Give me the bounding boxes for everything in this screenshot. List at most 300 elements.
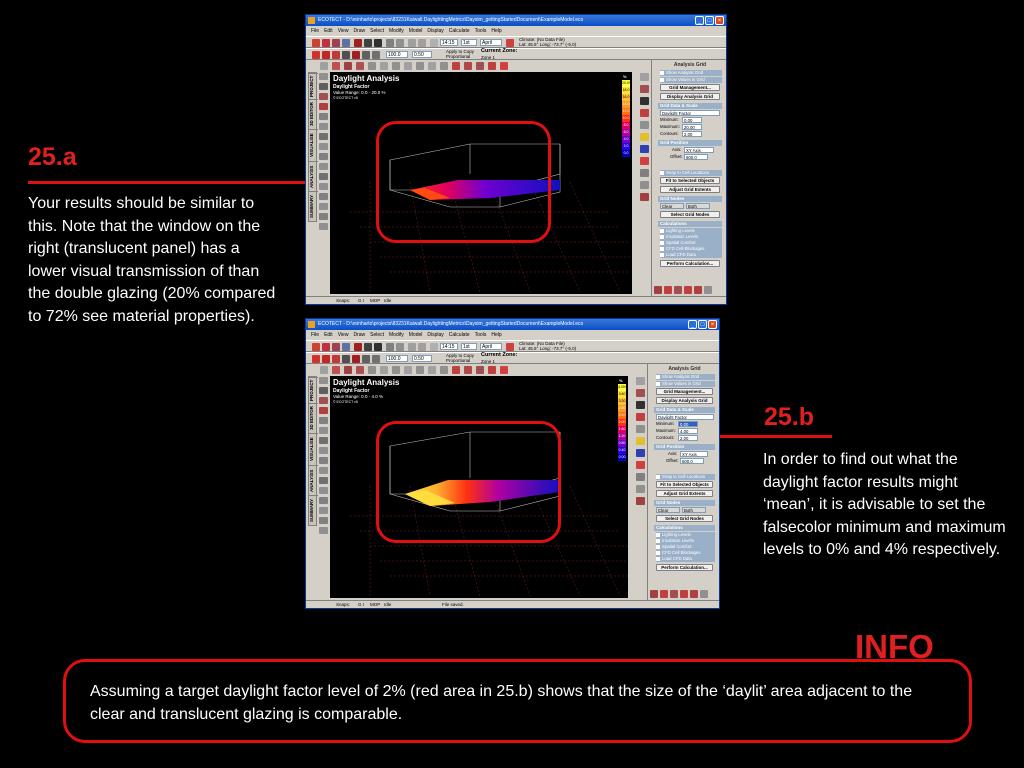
pointer-icon[interactable] bbox=[320, 366, 328, 374]
status-mop: MOP bbox=[370, 298, 381, 303]
menu-file[interactable]: File bbox=[311, 28, 320, 34]
status-gi: G I bbox=[358, 602, 365, 607]
align-tool-icon[interactable] bbox=[319, 133, 328, 140]
app-icon bbox=[308, 321, 315, 328]
app-icon bbox=[308, 17, 315, 24]
zoom-tool-icon[interactable] bbox=[319, 377, 328, 384]
speaker-icon[interactable] bbox=[428, 62, 436, 70]
menu-select[interactable]: Select bbox=[370, 28, 385, 34]
maximize-button[interactable]: □ bbox=[698, 320, 707, 329]
calc-load-cfd[interactable]: Load CFD Data bbox=[656, 556, 715, 562]
redo-icon[interactable] bbox=[418, 39, 426, 47]
bottom-icon-2[interactable] bbox=[660, 590, 668, 598]
perform-calculation-button[interactable]: Perform Calculation... bbox=[660, 260, 720, 267]
calculations-header: Calculations bbox=[654, 525, 715, 531]
flip-icon[interactable] bbox=[362, 355, 370, 363]
status-gi: G I bbox=[358, 298, 365, 303]
menu-display[interactable]: Display bbox=[427, 332, 444, 338]
climate-label: Climate: (No Data File) bbox=[519, 37, 565, 42]
nodes-both[interactable]: Both bbox=[686, 203, 710, 209]
tab-analysis[interactable]: ANALYSIS bbox=[309, 161, 318, 191]
toolbar-top bbox=[306, 36, 726, 48]
array-tool-icon[interactable] bbox=[319, 213, 328, 220]
month-select[interactable]: April bbox=[480, 39, 502, 46]
scale-1: 3.60 bbox=[618, 392, 626, 396]
calc-cfd-blockages[interactable]: CFD Cell Blockages bbox=[656, 550, 715, 556]
snap-tool-icon[interactable] bbox=[319, 417, 328, 424]
menu-calculate[interactable]: Calculate bbox=[448, 332, 470, 338]
light-icon[interactable] bbox=[404, 62, 412, 70]
line-icon[interactable] bbox=[332, 355, 340, 363]
measure-tool-icon[interactable] bbox=[319, 123, 328, 130]
min-input[interactable]: 0.00 bbox=[682, 117, 702, 123]
node-tool-icon[interactable] bbox=[319, 103, 328, 110]
panel-pointer-icon[interactable] bbox=[636, 377, 645, 385]
door-icon[interactable] bbox=[368, 366, 376, 374]
wall-icon[interactable] bbox=[396, 39, 404, 47]
max-label: Maximum: bbox=[656, 428, 676, 433]
scale-6: 8.0 bbox=[623, 123, 629, 127]
panel-grid-icon[interactable] bbox=[640, 145, 649, 153]
data-select[interactable]: Daylight Factor bbox=[660, 110, 720, 116]
latlon-label: Lat: 45.5° Long: -73.7° (-5.0) bbox=[519, 42, 577, 47]
data-select[interactable]: Daylight Factor bbox=[656, 414, 714, 420]
node-icon[interactable] bbox=[440, 62, 448, 70]
scale-10: 0.00 bbox=[618, 455, 626, 459]
status-file-saved: File saved. bbox=[442, 602, 464, 607]
explode-tool-icon[interactable] bbox=[319, 487, 328, 494]
select-icon[interactable] bbox=[312, 51, 320, 59]
bottom-icon-3[interactable] bbox=[674, 286, 682, 294]
scale-1: 18.0 bbox=[622, 88, 630, 92]
mirror-icon[interactable] bbox=[372, 51, 380, 59]
bottom-icon-3[interactable] bbox=[670, 590, 678, 598]
panel-shading-icon[interactable] bbox=[636, 461, 645, 469]
redo-icon[interactable] bbox=[418, 343, 426, 351]
scale-3: 14.0 bbox=[622, 102, 630, 106]
panel-chart-icon[interactable] bbox=[640, 169, 649, 177]
tab-3d-editor[interactable]: 3D EDITOR bbox=[309, 99, 318, 129]
shade-icon[interactable] bbox=[386, 343, 394, 351]
show-values-check[interactable]: Show Values in Grid bbox=[656, 381, 715, 387]
menu-file[interactable]: File bbox=[311, 332, 320, 338]
flip-icon[interactable] bbox=[362, 51, 370, 59]
plane-icon[interactable] bbox=[342, 51, 350, 59]
scale-10: 0.0 bbox=[623, 151, 629, 155]
menu-display[interactable]: Display bbox=[427, 28, 444, 34]
callout-oval-25a bbox=[376, 121, 551, 243]
text-25b: In order to find out what the daylight factor results might ‘mean’, it is advisable to set the falsecolor minimum and maximum levels to 0% and 4% respectively. bbox=[763, 451, 1006, 559]
menu-draw[interactable]: Draw bbox=[353, 332, 366, 338]
menu-modify[interactable]: Modify bbox=[389, 28, 404, 34]
camera-icon[interactable] bbox=[364, 343, 372, 351]
display-analysis-grid-button[interactable]: Display Analysis Grid bbox=[660, 93, 720, 100]
min-input[interactable]: 0.00 bbox=[678, 421, 698, 427]
offset-input[interactable]: 600.0 bbox=[684, 154, 708, 160]
move-tool-icon[interactable] bbox=[319, 447, 328, 454]
status-bar bbox=[306, 296, 726, 304]
text-25a: Your results should be similar to this. Note that the window on the right (translucent panel) has a lower visual transmission of than the double glazing (20% compared to 72% see material properties). bbox=[28, 195, 276, 325]
toolbar-top bbox=[306, 340, 719, 352]
grid-management-button[interactable]: Grid Management... bbox=[656, 388, 713, 395]
credit-label: © ECOTECT v5 bbox=[333, 96, 358, 100]
close-button[interactable]: × bbox=[708, 320, 717, 329]
select-icon[interactable] bbox=[312, 355, 320, 363]
menu-tools[interactable]: Tools bbox=[474, 332, 487, 338]
zoom-field[interactable]: 100.0 bbox=[386, 355, 408, 362]
panel-report-icon[interactable] bbox=[636, 497, 645, 505]
point-icon[interactable] bbox=[322, 355, 330, 363]
grid-data-header: Grid Data & Scale bbox=[654, 407, 715, 413]
apply-to-copy-label[interactable]: Apply to Copy bbox=[446, 49, 475, 54]
bottom-icon-1[interactable] bbox=[650, 590, 658, 598]
line-tool-icon[interactable] bbox=[332, 62, 340, 70]
menu-select[interactable]: Select bbox=[370, 332, 385, 338]
close-button[interactable]: × bbox=[715, 16, 724, 25]
rotate-icon[interactable] bbox=[352, 51, 360, 59]
nodes-clear[interactable]: Clear bbox=[660, 203, 684, 209]
panel-chart-icon[interactable] bbox=[636, 473, 645, 481]
panel-export-icon[interactable] bbox=[636, 485, 645, 493]
roof-icon[interactable] bbox=[392, 366, 400, 374]
shade-tool-icon[interactable] bbox=[488, 62, 496, 70]
proportional-label[interactable]: Proportional bbox=[446, 358, 471, 363]
camera-icon[interactable] bbox=[364, 39, 372, 47]
split-tool-icon[interactable] bbox=[319, 203, 328, 210]
panel-shading-icon[interactable] bbox=[640, 157, 649, 165]
select-nodes-button[interactable]: Select Grid Nodes bbox=[656, 515, 713, 522]
window-title-bar bbox=[306, 15, 726, 26]
contours-input[interactable]: 2.00 bbox=[682, 131, 702, 137]
calc-cfd-blockages[interactable]: CFD Cell Blockages bbox=[660, 246, 722, 252]
current-zone-value[interactable]: Zone 1 bbox=[481, 55, 496, 60]
axis-select[interactable]: XY Axis bbox=[684, 147, 714, 153]
scale-8: 0.80 bbox=[618, 441, 626, 445]
proportional-label[interactable]: Proportional bbox=[446, 54, 471, 59]
sphere-tool-icon[interactable] bbox=[319, 477, 328, 484]
zone-icon[interactable] bbox=[356, 366, 364, 374]
panel-light-icon[interactable] bbox=[636, 437, 645, 445]
menu-modify[interactable]: Modify bbox=[389, 332, 404, 338]
panel-eye-icon[interactable] bbox=[640, 121, 649, 129]
window-icon[interactable] bbox=[380, 366, 388, 374]
model-icon[interactable] bbox=[332, 39, 340, 47]
offset-label: Offset: bbox=[670, 154, 683, 159]
zone-icon[interactable] bbox=[356, 62, 364, 70]
max-input[interactable]: 4.00 bbox=[678, 428, 698, 434]
adjust-extents-button[interactable]: Adjust Grid Extents bbox=[656, 490, 713, 497]
help-icon[interactable] bbox=[430, 343, 438, 351]
metric-label: Daylight Factor bbox=[333, 84, 370, 90]
minimize-button[interactable]: _ bbox=[688, 320, 697, 329]
bottom-icon-5[interactable] bbox=[690, 590, 698, 598]
scale-unit: % bbox=[619, 378, 623, 383]
menu-help[interactable]: Help bbox=[491, 28, 502, 34]
appliance-icon[interactable] bbox=[416, 366, 424, 374]
menu-view[interactable]: View bbox=[337, 28, 349, 34]
save-icon[interactable] bbox=[322, 343, 330, 351]
maximize-button[interactable]: □ bbox=[705, 16, 714, 25]
appliance-icon[interactable] bbox=[416, 62, 424, 70]
fit-selected-button[interactable]: Fit to Selected Objects bbox=[656, 481, 713, 488]
show-grid-check[interactable]: Show Analysis Grid bbox=[656, 374, 715, 380]
bottom-icon-6[interactable] bbox=[700, 590, 708, 598]
edit-icon[interactable] bbox=[342, 39, 350, 47]
help-icon[interactable] bbox=[430, 39, 438, 47]
snap-tool-icon[interactable] bbox=[319, 113, 328, 120]
curve-tool-icon[interactable] bbox=[319, 223, 328, 230]
tab-analysis[interactable]: ANALYSIS bbox=[309, 465, 318, 495]
menu-model[interactable]: Model bbox=[408, 28, 423, 34]
menu-model[interactable]: Model bbox=[408, 332, 423, 338]
sun-icon[interactable] bbox=[374, 343, 382, 351]
panel-sun-icon[interactable] bbox=[636, 401, 645, 409]
max-input[interactable]: 20.00 bbox=[682, 124, 702, 130]
render-icon[interactable] bbox=[354, 343, 362, 351]
menu-edit[interactable]: Edit bbox=[324, 332, 333, 338]
max-label: Maximum: bbox=[660, 124, 680, 129]
tab-summary[interactable]: SUMMARY bbox=[309, 495, 318, 525]
status-snaps: Snaps: bbox=[336, 602, 351, 607]
align-tool-icon[interactable] bbox=[319, 437, 328, 444]
credit-label: © ECOTECT v5 bbox=[333, 400, 358, 404]
scale-tool-icon[interactable] bbox=[319, 153, 328, 160]
nodes-clear[interactable]: Clear bbox=[656, 507, 680, 513]
grid-icon[interactable] bbox=[476, 62, 484, 70]
zoom-field[interactable]: 100.0 bbox=[386, 51, 408, 58]
tab-project[interactable]: PROJECT bbox=[309, 377, 318, 403]
scale-6: 1.60 bbox=[618, 427, 626, 431]
edit-icon[interactable] bbox=[342, 343, 350, 351]
grid-icon[interactable] bbox=[476, 366, 484, 374]
rotate-icon[interactable] bbox=[352, 355, 360, 363]
axis-select[interactable]: XY Axis bbox=[680, 451, 708, 457]
menu-bar bbox=[306, 26, 726, 36]
scale-9: 2.0 bbox=[623, 144, 629, 148]
explode-tool-icon[interactable] bbox=[319, 183, 328, 190]
fit-selected-button[interactable]: Fit to Selected Objects bbox=[660, 177, 720, 184]
tab-3d-editor[interactable]: 3D EDITOR bbox=[309, 403, 318, 433]
tab-project[interactable]: PROJECT bbox=[309, 73, 318, 99]
line-tool-icon[interactable] bbox=[332, 366, 340, 374]
menu-draw[interactable]: Draw bbox=[353, 28, 366, 34]
info-title: INFO bbox=[855, 628, 934, 665]
window-icon[interactable] bbox=[380, 62, 388, 70]
bottom-icon-1[interactable] bbox=[654, 286, 662, 294]
tab-visualise[interactable]: VISUALISE bbox=[309, 433, 318, 465]
range-label: Value Range: 0.0 - 20.0 % bbox=[333, 90, 386, 95]
offset-field[interactable]: 0.50 bbox=[412, 51, 432, 58]
compass-icon[interactable] bbox=[506, 39, 514, 47]
month-select[interactable]: April bbox=[480, 343, 502, 350]
speaker-icon[interactable] bbox=[428, 366, 436, 374]
split-tool-icon[interactable] bbox=[319, 507, 328, 514]
menu-calculate[interactable]: Calculate bbox=[448, 28, 470, 34]
latlon-label: Lat: 45.5° Long: -73.7° (-5.0) bbox=[519, 346, 577, 351]
apply-to-copy-label[interactable]: Apply to Copy bbox=[446, 353, 475, 358]
panel-eye-icon[interactable] bbox=[636, 425, 645, 433]
zoom-tool-icon[interactable] bbox=[319, 73, 328, 80]
panel-sun-icon[interactable] bbox=[640, 97, 649, 105]
panel-export-icon[interactable] bbox=[640, 181, 649, 189]
calculations-header: Calculations bbox=[658, 221, 722, 227]
calc-insolation[interactable]: Insolation Levels bbox=[656, 538, 715, 544]
save-icon[interactable] bbox=[322, 39, 330, 47]
window-title: ECOTECT - D:\reinharto\projects\83231Kaiwall.DaylightingMetrics\Daysim_gettingStartedDocument\ExampleModel.eco bbox=[318, 321, 584, 327]
snap-check[interactable]: Snap to Cell Locations bbox=[660, 170, 722, 176]
tab-summary[interactable]: SUMMARY bbox=[309, 191, 318, 221]
extrude-icon[interactable] bbox=[464, 62, 472, 70]
pan-tool-icon[interactable] bbox=[319, 387, 328, 394]
offset-label: Offset: bbox=[666, 458, 679, 463]
select-nodes-button[interactable]: Select Grid Nodes bbox=[660, 211, 720, 218]
node-tool-icon[interactable] bbox=[319, 407, 328, 414]
show-grid-check[interactable]: Show Analysis Grid bbox=[660, 70, 722, 76]
curve-tool-icon[interactable] bbox=[319, 527, 328, 534]
contours-input[interactable]: 2.00 bbox=[678, 435, 698, 441]
current-zone-label: Current Zone: bbox=[481, 48, 518, 54]
scale-tool-icon[interactable] bbox=[319, 457, 328, 464]
panel-zone-icon[interactable] bbox=[640, 109, 649, 117]
wall-icon[interactable] bbox=[396, 343, 404, 351]
menu-help[interactable]: Help bbox=[491, 332, 502, 338]
minimize-button[interactable]: _ bbox=[695, 16, 704, 25]
join-tool-icon[interactable] bbox=[319, 193, 328, 200]
time-field[interactable]: 14:15 bbox=[440, 343, 458, 350]
toolbar-second bbox=[306, 48, 726, 60]
mirror-icon[interactable] bbox=[372, 355, 380, 363]
rotate-tool-icon[interactable] bbox=[319, 163, 328, 170]
point-icon[interactable] bbox=[322, 51, 330, 59]
node-icon[interactable] bbox=[440, 366, 448, 374]
calc-insolation[interactable]: Insolation Levels bbox=[660, 234, 722, 240]
bottom-icon-2[interactable] bbox=[664, 286, 672, 294]
info-text: Assuming a target daylight factor level of 2% (red area in 25.b) shows that the size of the ‘daylit’ area adjacent to the clear and translucent glazing is comparable. bbox=[90, 683, 913, 723]
pan-tool-icon[interactable] bbox=[319, 83, 328, 90]
axis-label: Axis: bbox=[672, 147, 682, 152]
current-zone-value[interactable]: Zone 1 bbox=[481, 359, 496, 364]
extrude-icon[interactable] bbox=[464, 366, 472, 374]
menu-edit[interactable]: Edit bbox=[324, 28, 333, 34]
render-icon[interactable] bbox=[354, 39, 362, 47]
polyline-icon[interactable] bbox=[344, 62, 352, 70]
calc-spatial[interactable]: Spatial Comfort bbox=[660, 240, 722, 246]
panel-zone-icon[interactable] bbox=[636, 413, 645, 421]
orbit-tool-icon[interactable] bbox=[319, 93, 328, 100]
perform-calculation-button[interactable]: Perform Calculation... bbox=[656, 564, 713, 571]
viewport-title: Daylight Analysis bbox=[333, 378, 400, 387]
panel-grid-icon[interactable] bbox=[636, 449, 645, 457]
nav-icon[interactable] bbox=[500, 366, 508, 374]
compass-icon[interactable] bbox=[506, 343, 514, 351]
nav-icon[interactable] bbox=[500, 62, 508, 70]
sphere-tool-icon[interactable] bbox=[319, 173, 328, 180]
panel-material-icon[interactable] bbox=[640, 85, 649, 93]
scale-0: 4.00+ bbox=[618, 385, 627, 389]
contours-label: Contours: bbox=[656, 435, 675, 440]
window-title: ECOTECT - D:\reinharto\projects\83231Kaiwall.DaylightingMetrics\Daysim_gettingStartedDocument\ExampleModel.eco bbox=[318, 17, 584, 23]
panel-material-icon[interactable] bbox=[636, 389, 645, 397]
rotate-tool-icon[interactable] bbox=[319, 467, 328, 474]
door-icon[interactable] bbox=[368, 62, 376, 70]
join-tool-icon[interactable] bbox=[319, 497, 328, 504]
scale-9: 0.40 bbox=[618, 448, 626, 452]
light-icon[interactable] bbox=[404, 366, 412, 374]
day-field[interactable]: 1st bbox=[461, 39, 477, 46]
scale-4: 2.40 bbox=[618, 413, 626, 417]
menu-tools[interactable]: Tools bbox=[474, 28, 487, 34]
time-field[interactable]: 14:15 bbox=[440, 39, 458, 46]
calc-lighting[interactable]: Lighting Levels bbox=[660, 228, 722, 234]
bottom-icon-4[interactable] bbox=[680, 590, 688, 598]
panel-report-icon[interactable] bbox=[640, 193, 649, 201]
polyline-icon[interactable] bbox=[344, 366, 352, 374]
status-mop: MOP bbox=[370, 602, 381, 607]
roof-icon[interactable] bbox=[392, 62, 400, 70]
grid-nodes-header: Grid Nodes bbox=[658, 196, 722, 202]
bezier-icon[interactable] bbox=[452, 366, 460, 374]
range-label: Value Range: 0.0 - 4.0 % bbox=[333, 394, 383, 399]
offset-field[interactable]: 0.50 bbox=[412, 355, 432, 362]
model-icon[interactable] bbox=[332, 343, 340, 351]
status-bar bbox=[306, 600, 719, 608]
grid-management-button[interactable]: Grid Management... bbox=[660, 84, 720, 91]
label-25a: 25.a bbox=[28, 143, 77, 171]
open-icon[interactable] bbox=[312, 39, 320, 47]
orbit-tool-icon[interactable] bbox=[319, 397, 328, 404]
pointer-icon[interactable] bbox=[320, 62, 328, 70]
move-tool-icon[interactable] bbox=[319, 143, 328, 150]
offset-input[interactable]: 600.0 bbox=[680, 458, 704, 464]
nodes-both[interactable]: Both bbox=[682, 507, 706, 513]
shade-tool-icon[interactable] bbox=[488, 366, 496, 374]
calc-spatial[interactable]: Spatial Comfort bbox=[656, 544, 715, 550]
scale-2: 16.0 bbox=[622, 95, 630, 99]
bottom-icon-4[interactable] bbox=[684, 286, 692, 294]
calc-load-cfd[interactable]: Load CFD Data bbox=[660, 252, 722, 258]
grid-position-header: Grid Position bbox=[654, 444, 715, 450]
bottom-icon-5[interactable] bbox=[694, 286, 702, 294]
scale-7: 1.20 bbox=[618, 434, 626, 438]
open-icon[interactable] bbox=[312, 343, 320, 351]
tab-visualise[interactable]: VISUALISE bbox=[309, 129, 318, 161]
undo-icon[interactable] bbox=[408, 39, 416, 47]
panel-pointer-icon[interactable] bbox=[640, 73, 649, 81]
day-field[interactable]: 1st bbox=[461, 343, 477, 350]
line-icon[interactable] bbox=[332, 51, 340, 59]
show-values-check[interactable]: Show Values in Grid bbox=[660, 77, 722, 83]
snap-check[interactable]: Snap to Cell Locations bbox=[656, 474, 715, 480]
shade-icon[interactable] bbox=[386, 39, 394, 47]
undo-icon[interactable] bbox=[408, 343, 416, 351]
sun-icon[interactable] bbox=[374, 39, 382, 47]
bezier-icon[interactable] bbox=[452, 62, 460, 70]
status-snaps: Snaps: bbox=[336, 298, 351, 303]
plane-icon[interactable] bbox=[342, 355, 350, 363]
calc-lighting[interactable]: Lighting Levels bbox=[656, 532, 715, 538]
bottom-icon-6[interactable] bbox=[704, 286, 712, 294]
menu-view[interactable]: View bbox=[337, 332, 349, 338]
adjust-extents-button[interactable]: Adjust Grid Extents bbox=[660, 186, 720, 193]
measure-tool-icon[interactable] bbox=[319, 427, 328, 434]
panel-light-icon[interactable] bbox=[640, 133, 649, 141]
display-analysis-grid-button[interactable]: Display Analysis Grid bbox=[656, 397, 713, 404]
scale-2: 3.20 bbox=[618, 399, 626, 403]
metric-label: Daylight Factor bbox=[333, 388, 370, 394]
min-label: Minimum: bbox=[660, 117, 679, 122]
status-idle: Idle bbox=[384, 298, 392, 303]
array-tool-icon[interactable] bbox=[319, 517, 328, 524]
